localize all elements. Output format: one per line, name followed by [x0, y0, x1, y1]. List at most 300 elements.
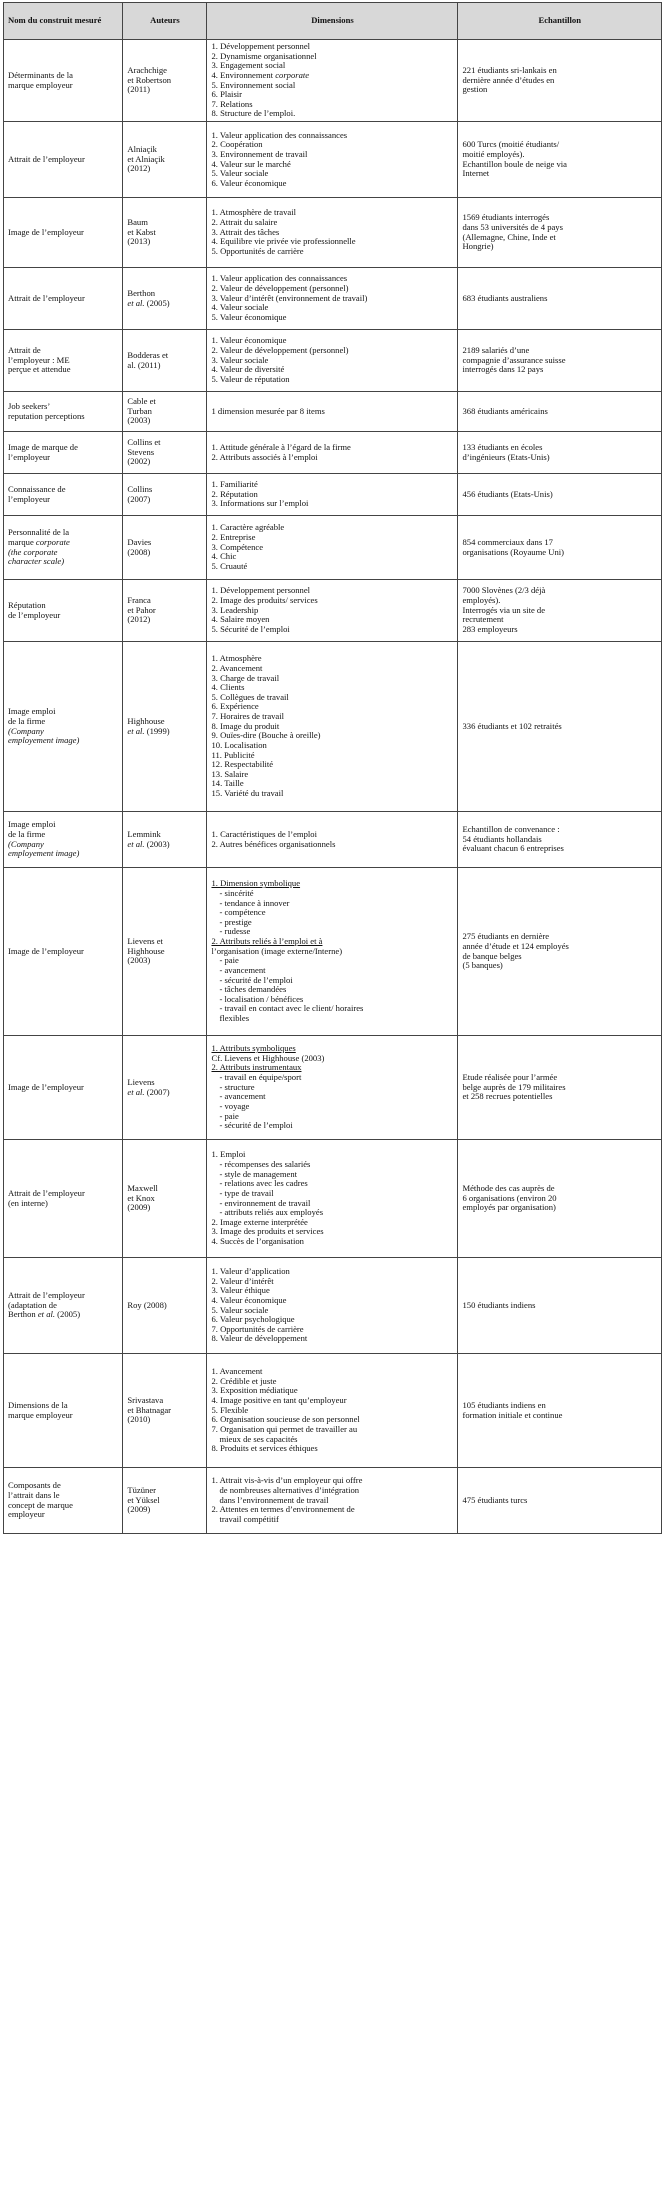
authors-cell	[123, 868, 207, 1036]
construct-cell-line: Attrait de l’employeur	[8, 1290, 85, 1301]
sample-cell-line: 221 étudiants sri-lankais en	[462, 65, 557, 76]
sample-cell-line: Etude réalisée pour l’armée	[462, 1072, 558, 1083]
dimension-item: 2. Image des produits/ services	[211, 595, 318, 606]
dimension-item: 5. Collègues de travail	[211, 691, 289, 702]
dimension-item: 4. Valeur économique	[211, 1294, 287, 1305]
dimension-item: 1 dimension mesurée par 8 items	[211, 405, 325, 416]
dimension-item: 1. Dimension symbolique	[211, 878, 301, 889]
dimension-item: 2. Avancement	[211, 662, 263, 673]
dimension-item: - sécurité de l’emploi	[219, 974, 293, 985]
dimension-item: 7. Organisation qui permet de travailler au	[211, 1423, 358, 1434]
authors-cell-line: Baum	[127, 217, 148, 228]
construct-cell-line: employeur	[8, 1509, 45, 1520]
dimension-item: - travail en contact avec le client/ horaires	[219, 1003, 364, 1014]
authors-cell-line: Collins et	[127, 437, 161, 448]
construct-cell	[4, 392, 123, 432]
table-body	[4, 40, 662, 1534]
authors-cell-line: Berthon	[127, 287, 156, 298]
dimension-item: 2. Attrait du salaire	[211, 217, 278, 228]
dimension-item: 3. Exposition médiatique	[211, 1385, 298, 1396]
authors-cell-line: (2007)	[127, 493, 151, 504]
construct-cell	[4, 516, 123, 580]
dimensions-cell	[207, 812, 458, 868]
sample-cell-line: (Allemagne, Chine, Inde et	[462, 231, 556, 242]
authors-cell-line: (2012)	[127, 163, 151, 174]
table-row	[4, 330, 662, 392]
authors-cell-line: et al. (1999)	[127, 725, 170, 736]
authors-cell-line: Turban	[127, 405, 152, 416]
sample-cell	[458, 1140, 662, 1258]
header-authors: Auteurs	[123, 3, 207, 40]
dimensions-cell	[207, 1258, 458, 1354]
sample-cell-line: Internet	[462, 168, 490, 179]
authors-cell-line: Lievens et	[127, 936, 163, 947]
authors-cell-line: et al. (2005)	[127, 297, 170, 308]
dimension-item: 2. Attributs associés à l’emploi	[211, 451, 318, 462]
dimension-item: - localisation / bénéfices	[219, 993, 304, 1004]
dimension-item: 2. Attributs instrumentaux	[211, 1062, 302, 1073]
authors-cell	[123, 812, 207, 868]
construct-cell	[4, 268, 123, 330]
sample-cell	[458, 812, 662, 868]
construct-cell-line: marque employeur	[8, 1409, 73, 1420]
dimensions-cell	[207, 580, 458, 642]
authors-cell	[123, 122, 207, 198]
dimension-item: - prestige	[219, 916, 252, 927]
dimension-item: 1. Caractéristiques de l’emploi	[211, 828, 317, 839]
construct-cell	[4, 868, 123, 1036]
sample-cell	[458, 580, 662, 642]
construct-cell-line: de la firme	[8, 828, 46, 839]
table-row	[4, 198, 662, 268]
authors-cell-line: et Knox	[127, 1192, 155, 1203]
dimension-item: 1. Attitude générale à l’égard de la firme	[211, 441, 351, 452]
dimension-item: 3. Valeur sociale	[211, 354, 269, 365]
dimension-item: 2. Entreprise	[211, 532, 256, 543]
dimensions-cell	[207, 868, 458, 1036]
dimension-item: 3. Valeur d’intérêt (environnement de travail)	[211, 292, 368, 303]
construct-cell-line: marque employeur	[8, 79, 73, 90]
authors-cell-line: Srivastava	[127, 1395, 164, 1406]
dimension-item: - environnement de travail	[219, 1197, 311, 1208]
dimension-item: 5. Flexible	[211, 1404, 249, 1415]
dimension-item: 4. Image positive en tant qu’employeur	[211, 1395, 347, 1406]
authors-cell	[123, 330, 207, 392]
dimension-item: 3. Environnement de travail	[211, 148, 308, 159]
table-row	[4, 40, 662, 122]
dimension-item: 1. Avancement	[211, 1366, 263, 1377]
dimension-item: - attributs reliés aux employés	[219, 1207, 324, 1218]
construct-cell	[4, 1468, 123, 1534]
authors-cell	[123, 40, 207, 122]
sample-cell	[458, 40, 662, 122]
dimension-item: 6. Valeur psychologique	[211, 1314, 295, 1325]
dimension-item: 8. Image du produit	[211, 720, 280, 731]
table-row	[4, 1140, 662, 1258]
sample-cell-line: d’ingénieurs (Etats-Unis)	[462, 451, 550, 462]
dimension-item: 1. Emploi	[211, 1149, 246, 1160]
construct-cell-line: l’employeur	[8, 493, 50, 504]
dimension-item: 4. Chic	[211, 551, 237, 562]
dimension-item: 7. Opportunités de carrière	[211, 1323, 304, 1334]
authors-cell-line: Tüzüner	[127, 1485, 157, 1496]
construct-cell-line: (en interne)	[8, 1197, 48, 1208]
authors-cell	[123, 580, 207, 642]
dimension-item: 3. Leadership	[211, 604, 259, 615]
construct-cell	[4, 1258, 123, 1354]
table-header-row	[4, 3, 662, 40]
dimension-item: 6. Organisation soucieuse de son personnel	[211, 1414, 360, 1425]
table-row	[4, 392, 662, 432]
table-row	[4, 812, 662, 868]
dimension-item: 2. Valeur de développement (personnel)	[211, 345, 349, 356]
dimension-item: 5. Valeur économique	[211, 311, 287, 322]
authors-cell-line: Roy (2008)	[127, 1299, 167, 1310]
sample-cell-line: moitié employés).	[462, 148, 525, 159]
dimension-item: - type de travail	[219, 1187, 274, 1198]
authors-cell-line: Cable et	[127, 396, 156, 407]
dimension-item: 6. Plaisir	[211, 89, 243, 100]
construct-cell-line: Attrait de l’employeur	[8, 1187, 85, 1198]
construct-cell-line: Composants de	[8, 1480, 61, 1491]
authors-cell-line: Maxwell	[127, 1183, 158, 1194]
authors-cell-line: Collins	[127, 483, 153, 494]
authors-cell	[123, 268, 207, 330]
dimension-item: Cf. Lievens et Highhouse (2003)	[211, 1052, 325, 1063]
dimension-item: 1. Attrait vis-à-vis d’un employeur qui offre	[211, 1475, 363, 1486]
table-row	[4, 1258, 662, 1354]
construct-cell-line: Dimensions de la	[8, 1399, 68, 1410]
sample-cell-line: année d’étude et 124 employés	[462, 940, 569, 951]
dimension-item: 2. Valeur d’intérêt	[211, 1275, 274, 1286]
sample-cell-line: 854 commerciaux dans 17	[462, 536, 553, 547]
authors-cell-line: (2009)	[127, 1504, 151, 1515]
sample-cell-line: de banque belges	[462, 950, 522, 961]
construct-cell-line: de l’employeur	[8, 609, 61, 620]
authors-cell	[123, 1468, 207, 1534]
table-row	[4, 122, 662, 198]
dimension-item: 1. Valeur application des connaissances	[211, 129, 348, 140]
header-dimensions: Dimensions	[207, 3, 458, 40]
sample-cell	[458, 1468, 662, 1534]
construct-cell	[4, 642, 123, 812]
construct-cell-line: Image de l’employeur	[8, 1081, 84, 1092]
table-row	[4, 432, 662, 474]
dimension-item: 9. Ouïes-dire (Bouche à oreille)	[211, 730, 321, 741]
construct-cell-line: Attrait de l’employeur	[8, 292, 85, 303]
construct-cell-line: marque corporate	[8, 536, 70, 547]
dimensions-cell	[207, 198, 458, 268]
dimension-item: 5. Sécurité de l’emploi	[211, 623, 290, 634]
authors-cell-line: Bodderas et	[127, 349, 169, 360]
authors-cell	[123, 1354, 207, 1468]
construct-cell-line: (the corporate	[8, 546, 58, 557]
construct-cell-line: (adaptation de	[8, 1299, 57, 1310]
sample-cell	[458, 642, 662, 812]
dimension-item: 4. Clients	[211, 682, 245, 693]
table-row	[4, 580, 662, 642]
construct-cell	[4, 40, 123, 122]
sample-cell-line: Echantillon de convenance :	[462, 824, 560, 835]
construct-cell-line: Personnalité de la	[8, 527, 70, 538]
table-row	[4, 642, 662, 812]
dimension-item: 3. Image des produits et services	[211, 1226, 324, 1237]
dimension-item: 3. Valeur éthique	[211, 1285, 270, 1296]
table-row	[4, 868, 662, 1036]
dimension-item: 5. Valeur de réputation	[211, 373, 290, 384]
construct-cell-line: l’employeur	[8, 451, 50, 462]
table-row	[4, 268, 662, 330]
dimension-item: 4. Equilibre vie privée vie professionnelle	[211, 236, 356, 247]
authors-cell-line: (2003)	[127, 955, 151, 966]
construct-cell-line: Déterminants de la	[8, 69, 73, 80]
dimensions-cell	[207, 1140, 458, 1258]
construct-cell-line: Attrait de l’employeur	[8, 153, 85, 164]
dimension-item: 12. Respectabilité	[211, 759, 274, 770]
construct-cell-line: concept de marque	[8, 1499, 73, 1510]
construct-cell-line: character scale)	[8, 556, 65, 567]
dimensions-cell	[207, 642, 458, 812]
authors-cell-line: et Bhatnagar	[127, 1404, 172, 1415]
construct-cell-line: Image de l’employeur	[8, 945, 84, 956]
construct-cell-line: Image emploi	[8, 819, 56, 830]
construct-cell	[4, 580, 123, 642]
dimension-item: - avancement	[219, 964, 266, 975]
construct-cell-line: Berthon et al. (2005)	[8, 1309, 81, 1320]
dimension-item: 2. Attentes en termes d’environnement de	[211, 1504, 355, 1515]
dimensions-cell	[207, 330, 458, 392]
sample-cell	[458, 268, 662, 330]
dimension-item: 1. Valeur d’application	[211, 1266, 290, 1276]
construct-cell-line: l’attrait dans le	[8, 1489, 60, 1500]
sample-cell-line: interrogés dans 12 pays	[462, 364, 544, 375]
dimension-item: 3. Charge de travail	[211, 672, 280, 683]
authors-cell-line: Lemmink	[127, 828, 161, 839]
dimension-item: 5. Cruauté	[211, 560, 248, 571]
construct-cell	[4, 1140, 123, 1258]
dimension-item: 5. Environnement social	[211, 79, 296, 90]
sample-cell-line: Echantillon boule de neige via	[462, 158, 567, 169]
construct-cell-line: de la firme	[8, 715, 46, 726]
authors-cell	[123, 1036, 207, 1140]
dimension-item: 2. Crédible et juste	[211, 1375, 277, 1386]
sample-cell-line: Interrogés via un site de	[462, 604, 546, 615]
sample-cell-line: dans 53 universités de 4 pays	[462, 221, 563, 232]
sample-cell-line: organisations (Royaume Uni)	[462, 546, 564, 557]
authors-cell	[123, 432, 207, 474]
dimension-item: 1. Atmosphère	[211, 653, 262, 664]
dimension-item: 15. Variété du travail	[211, 788, 284, 799]
sample-cell-line: 133 étudiants en écoles	[462, 441, 543, 452]
table-row	[4, 1036, 662, 1140]
authors-cell-line: Lievens	[127, 1076, 155, 1087]
sample-cell	[458, 474, 662, 516]
dimension-item: - voyage	[219, 1100, 250, 1111]
sample-cell-line: et 258 recrues potentielles	[462, 1091, 553, 1102]
dimension-item: 5. Valeur sociale	[211, 1304, 269, 1315]
dimension-item: 4. Valeur de diversité	[211, 364, 285, 375]
dimension-item: 3. Engagement social	[211, 60, 286, 71]
sample-cell-line: formation initiale et continue	[462, 1409, 563, 1420]
dimension-item: 4. Valeur sur le marché	[211, 158, 291, 169]
authors-cell-line: Arachchige	[127, 65, 167, 76]
dimension-item: 8. Valeur de développement	[211, 1333, 308, 1344]
construct-cell	[4, 812, 123, 868]
table-row	[4, 1354, 662, 1468]
construct-cell-line: employement image)	[8, 848, 80, 859]
authors-cell-line: et al. (2007)	[127, 1086, 170, 1097]
sample-cell-line: Hongrie)	[462, 241, 494, 252]
dimension-item: 10. Localisation	[211, 739, 267, 750]
construct-cell	[4, 1354, 123, 1468]
dimension-item: 1. Développement personnel	[211, 585, 311, 596]
dimensions-cell	[207, 122, 458, 198]
sample-cell-line: évaluant chacun 6 entreprises	[462, 843, 564, 854]
authors-cell-line: et Pahor	[127, 604, 156, 615]
dimensions-cell	[207, 1036, 458, 1140]
sample-cell-line: 2189 salariés d’une	[462, 345, 530, 356]
authors-cell	[123, 474, 207, 516]
dimension-item: 2. Valeur de développement (personnel)	[211, 283, 349, 294]
construct-cell-line: (Company	[8, 838, 44, 849]
authors-cell	[123, 392, 207, 432]
sample-cell-line: 54 étudiants hollandais	[462, 833, 542, 844]
sample-cell-line: gestion	[462, 84, 488, 95]
sample-cell-line: 683 étudiants australiens	[462, 292, 548, 303]
construct-cell	[4, 198, 123, 268]
dimension-item: - paie	[219, 1110, 239, 1121]
authors-cell-line: Davies	[127, 536, 152, 547]
sample-cell	[458, 868, 662, 1036]
authors-cell-line: et Alniaçik	[127, 153, 165, 164]
construct-cell-line: perçue et attendue	[8, 364, 71, 375]
dimension-item: 6. Valeur économique	[211, 177, 287, 188]
construct-cell-line: (Company	[8, 725, 44, 736]
dimensions-cell	[207, 516, 458, 580]
authors-cell	[123, 198, 207, 268]
dimension-item: 2. Coopération	[211, 139, 263, 150]
sample-cell-line: 150 étudiants indiens	[462, 1299, 536, 1310]
sample-cell-line: 336 étudiants et 102 retraités	[462, 720, 562, 731]
dimension-item: 2. Image externe interprétée	[211, 1216, 308, 1227]
dimension-item: 4. Environnement corporate	[211, 69, 310, 80]
sample-cell-line: 105 étudiants indiens en	[462, 1399, 546, 1410]
sample-cell-line: compagnie d’assurance suisse	[462, 354, 566, 365]
authors-cell-line: et Kabst	[127, 226, 156, 237]
authors-cell-line: (2003)	[127, 415, 151, 426]
sample-cell-line: 283 employeurs	[462, 623, 518, 634]
dimensions-cell	[207, 40, 458, 122]
dimension-item: 11. Publicité	[211, 749, 255, 760]
dimension-item: 6. Expérience	[211, 701, 259, 712]
authors-cell-line: Stevens	[127, 446, 155, 457]
sample-cell-line: 1569 étudiants interrogés	[462, 212, 550, 223]
dimension-item: - relations avec les cadres	[219, 1178, 308, 1189]
construct-cell	[4, 432, 123, 474]
construct-cell-line: Image de marque de	[8, 441, 78, 452]
construct-cell	[4, 330, 123, 392]
sample-cell-line: 475 étudiants turcs	[462, 1494, 528, 1505]
dimension-item: 1. Valeur économique	[211, 335, 287, 346]
construct-cell-line: Image emploi	[8, 706, 56, 717]
sample-cell-line: Méthode des cas auprès de	[462, 1183, 555, 1194]
construct-cell-line: Réputation	[8, 599, 46, 610]
dimensions-cell	[207, 1468, 458, 1534]
sample-cell-line: 275 étudiants en dernière	[462, 931, 550, 942]
dimension-item: 4. Valeur sociale	[211, 302, 269, 313]
sample-cell-line: employés par organisation)	[462, 1202, 556, 1213]
sample-cell-line: recrutement	[462, 614, 504, 625]
authors-cell-line: et Yüksel	[127, 1494, 160, 1505]
sample-cell	[458, 392, 662, 432]
authors-cell-line: Highhouse	[127, 945, 165, 956]
authors-cell	[123, 642, 207, 812]
dimension-item: 5. Valeur sociale	[211, 168, 269, 179]
dimension-item: 14. Taille	[211, 778, 244, 789]
sample-cell	[458, 432, 662, 474]
sample-cell	[458, 1354, 662, 1468]
authors-cell-line: Franca	[127, 595, 151, 606]
authors-cell-line: (2011)	[127, 84, 150, 95]
dimensions-cell	[207, 432, 458, 474]
authors-cell	[123, 516, 207, 580]
employer-brand-table	[3, 2, 662, 1534]
dimensions-cell	[207, 1354, 458, 1468]
dimension-item: 3. Attrait des tâches	[211, 226, 280, 237]
dimension-item: 3. Informations sur l’emploi	[211, 498, 309, 509]
sample-cell-line: dernière année d’études en	[462, 74, 555, 85]
construct-cell-line: Image de l’employeur	[8, 226, 84, 237]
dimension-item: 1. Attributs symboliques	[211, 1043, 296, 1054]
construct-cell	[4, 1036, 123, 1140]
dimension-item: - structure	[219, 1081, 255, 1092]
dimension-item: - sincérité	[219, 887, 254, 898]
sample-cell-line: belge auprès de 179 militaires	[462, 1081, 566, 1092]
authors-cell-line: (2012)	[127, 614, 151, 625]
header-construct: Nom du construit mesuré	[4, 3, 123, 40]
authors-cell-line: Highhouse	[127, 715, 165, 726]
dimension-item: - tendance à innover	[219, 897, 290, 908]
dimension-item: travail compétitif	[219, 1513, 279, 1524]
authors-cell-line: (2009)	[127, 1202, 151, 1213]
dimension-item: 2. Autres bénéfices organisationnels	[211, 838, 336, 849]
dimension-item: dans l’environnement de travail	[219, 1494, 329, 1505]
authors-cell-line: al. (2011)	[127, 359, 161, 370]
dimension-item: 1. Valeur application des connaissances	[211, 273, 348, 284]
dimensions-cell	[207, 268, 458, 330]
dimensions-cell	[207, 392, 458, 432]
table-row	[4, 1468, 662, 1534]
authors-cell-line: (2010)	[127, 1414, 151, 1425]
dimension-item: - rudesse	[219, 926, 251, 937]
sample-cell-line: 6 organisations (environ 20	[462, 1192, 557, 1203]
dimension-item: 2. Attributs reliés à l’emploi et à	[211, 936, 323, 947]
dimension-item: 7. Relations	[211, 98, 253, 109]
construct-cell-line: Connaissance de	[8, 483, 66, 494]
dimension-item: 13. Salaire	[211, 768, 249, 779]
authors-cell	[123, 1258, 207, 1354]
sample-cell	[458, 122, 662, 198]
dimension-item: 2. Réputation	[211, 488, 258, 499]
dimension-item: - tâches demandées	[219, 984, 287, 995]
dimension-item: 7. Horaires de travail	[211, 711, 285, 722]
sample-cell-line: 368 étudiants américains	[462, 405, 548, 416]
dimensions-cell	[207, 474, 458, 516]
authors-cell-line: et Robertson	[127, 74, 172, 85]
construct-cell-line: Attrait de	[8, 345, 41, 356]
sample-cell-line: employés).	[462, 595, 501, 606]
dimension-item: 8. Structure de l’emploi.	[211, 108, 296, 119]
